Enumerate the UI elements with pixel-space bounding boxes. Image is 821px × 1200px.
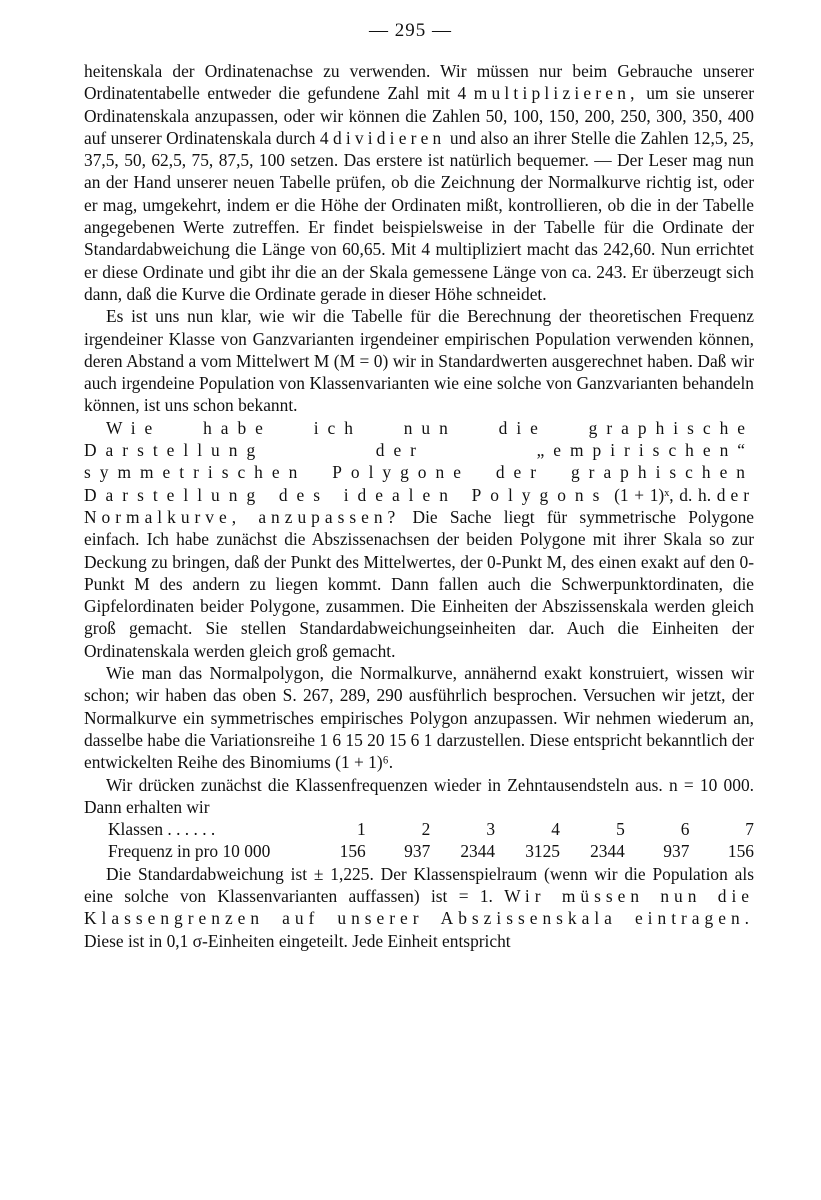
- row-label: Frequenz in pro 10 000: [108, 841, 271, 862]
- frequency-cell: 3125: [525, 841, 560, 862]
- frequency-cell: 937: [663, 841, 690, 862]
- frequency-cell: 156: [727, 841, 754, 862]
- class-cell: 7: [745, 819, 754, 840]
- frequency-table: [108, 818, 754, 863]
- class-cell: 6: [680, 819, 690, 840]
- paragraph-6: Die Standardabweichung ist ± 1,225. Der Klassenspielraum (wenn wir die Population als eine solche von Klassenvarianten auffassen) ist = 1. Wir müssen nun die Klassengrenzen auf unserer Abszissenskala eintragen. Diese ist in 0,1 σ-Einheiten eingeteilt. Jede Einheit entspricht: [84, 863, 754, 951]
- frequency-cell: 937: [404, 841, 431, 862]
- class-cell: 1: [357, 819, 366, 840]
- table-row-classes: [108, 818, 754, 840]
- paragraph-2: Es ist uns nun klar, wie wir die Tabelle für die Berechnung der theoretischen Frequenz irgendeiner Klasse von Ganzvarianten irgendeiner empirischen Population verwenden können, deren Abstand a vom Mittelwert M (M = 0) wir in Standardwerten ausgerechnet haben. Daß wir auch irgendeine Population von Klassenvarianten wie eine solche von Ganzvarianten behandeln können, ist uns schon bekannt.: [84, 306, 754, 416]
- row-label: Klassen . . . . . .: [108, 819, 216, 840]
- frequency-cell: 2344: [590, 841, 625, 862]
- frequency-cell: 156: [339, 841, 366, 862]
- emphasis-dividieren: dividieren: [332, 127, 446, 148]
- class-cell: 3: [486, 819, 496, 840]
- paragraph-3: Wie habe ich nun die graphische Darstellung der „empirischen“ symmetrischen Polygone der graphischen Darstellung des idealen Polygons (1 + 1)ˣ, d. h. der Normalkurve, anzupassen? Die Sache liegt für symmetrische Polygone einfach. Ich habe zunächst die Abszissenachsen der beiden Polygone mit ihrer Skala so zur Deckung zu bringen, daß der Punkt des Mittelwertes, der 0-Punkt M, des einen exakt auf den 0-Punkt M des andern zu liegen kommt. Dann fallen auch die Schwerpunktordinaten, die Gipfelordinaten beider Polygone, zusammen. Die Einheiten der Abszissenskala werden gleich groß gemacht. Sie stellen Standardabweichungseinheiten dar. Auch die Einheiten der Ordinatenskala werden gleich groß gemacht.: [84, 417, 754, 661]
- paragraph-4: Wie man das Normalpolygon, die Normalkurve, annähernd exakt konstruiert, wissen wir schon; wir haben das oben S. 267, 289, 290 ausführlich besprochen. Versuchen wir jetzt, der Normalkurve ein symmetrisches empirisches Polygon anzupassen. Wir nehmen wiederum an, dasselbe habe die Variationsreihe 1 6 15 20 15 6 1 darzustellen. Diese entspricht bekanntlich der entwickelten Reihe des Binomiums (1 + 1)⁶.: [84, 663, 754, 773]
- frequency-cell: 2344: [460, 841, 496, 862]
- emphasis-normalkurve: der Normalkurve, anzupassen?: [84, 484, 754, 527]
- paragraph-1: heitenskala der Ordinatenachse zu verwenden. Wir müssen nur beim Gebrauche unserer Ordinatentabelle entweder die gefundene Zahl mit 4 multiplizieren, um sie unserer Ordinatenskala anzupassen, oder wir können die Zahlen 50, 100, 150, 200, 250, 300, 350, 400 auf unserer Ordinatenskala durch 4 dividieren und also an ihrer Stelle die Zahlen 12,5, 25, 37,5, 50, 62,5, 75, 87,5, 100 setzen. Das erstere ist natürlich bequemer. — Der Leser mag nun an der Hand unserer neuen Tabelle prüfen, ob die Zeichnung der Normalkurve richtig ist, oder er mag, umgekehrt, indem er die Höhe der Ordinaten mißt, kontrollieren, ob die in der Tabelle angegebenen Werte zutreffen. Er findet beispielsweise in der Tabelle für die Ordinate der Standardabweichung die Länge von 60,65. Mit 4 multipliziert macht das 242,60. Nun errichtet er diese Ordinate und gibt ihr die an der Skala gemessene Länge von ca. 243. Er überzeugt sich dann, daß die Kurve die Ordinate gerade in dieser Höhe schneidet.: [84, 61, 755, 304]
- page-body: [84, 60, 754, 952]
- class-cell: 2: [421, 819, 431, 840]
- emphasis-klassengrenzen: Wir müssen nun die Klassengrenzen auf unserer Abszissenskala eintragen.: [84, 885, 754, 929]
- paragraph-5: Wir drücken zunächst die Klassenfrequenzen wieder in Zehntausendsteln aus. n = 10 000. Dann erhalten wir: [84, 774, 754, 817]
- emphasis-question: Wie habe ich nun die graphische Darstellung der „empirischen“ symmetrischen Polygone der graphischen Darstellung des idealen Polygons: [84, 417, 754, 505]
- page-number: — 295 —: [369, 20, 452, 41]
- emphasis-multiplizieren: multiplizieren,: [473, 83, 639, 104]
- class-cell: 5: [616, 819, 625, 840]
- class-cell: 4: [551, 819, 560, 840]
- table-row-frequencies: [108, 840, 754, 862]
